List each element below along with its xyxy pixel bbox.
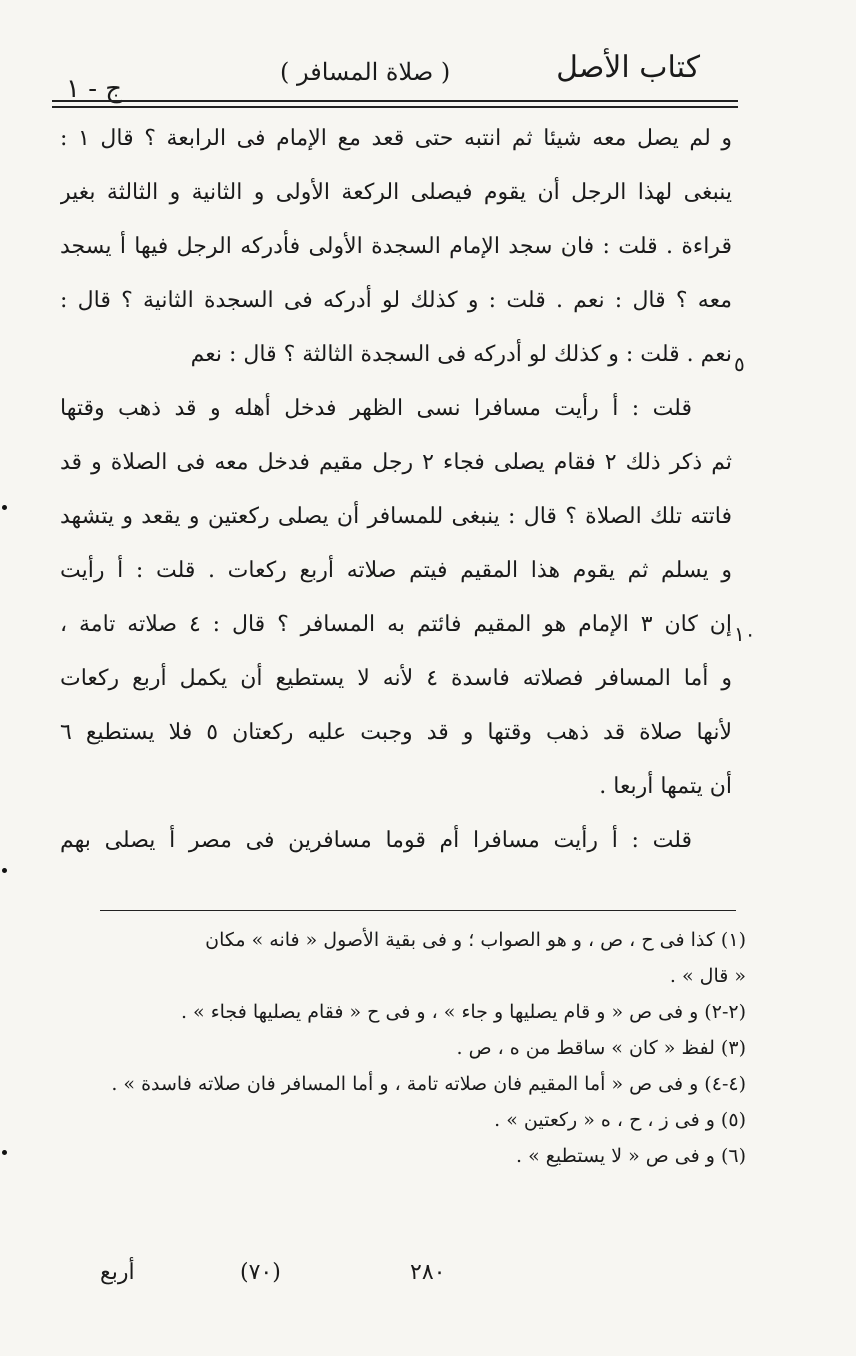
header-rule xyxy=(52,100,738,102)
line-number-5: ٥ xyxy=(734,352,745,376)
volume-number: ج - ١ xyxy=(66,74,123,104)
footnote: « قال » . xyxy=(669,965,746,987)
text-line: و لم يصل معه شيئا ثم انتبه حتى قعد مع الإمام فى الرابعة ؟ قال ١ : xyxy=(60,126,732,151)
footnotes xyxy=(86,922,746,1174)
text-line: قراءة . قلت : فان سجد الإمام السجدة الأولى فأدركه الرجل فيها أ يسجد xyxy=(60,234,732,259)
footnote: (٣) لفظ « كان » ساقط من ه ، ص . xyxy=(456,1037,746,1059)
page-footer xyxy=(100,1260,560,1300)
footnote: (١) كذا فى ح ، ص ، و هو الصواب ؛ و فى بقية الأصول « فانه » مكان xyxy=(205,929,746,951)
line-number-10: ١٠ xyxy=(734,622,756,646)
running-header xyxy=(60,40,740,104)
text-line: ينبغى لهذا الرجل أن يقوم فيصلى الركعة الأولى و الثانية و الثالثة بغير xyxy=(60,180,732,205)
text-line: فاتته تلك الصلاة ؟ قال : ينبغى للمسافر أن يصلى ركعتين و يقعد و يتشهد xyxy=(60,504,732,529)
text-line: و يسلم ثم يقوم هذا المقيم فيتم صلاته أربع ركعات . قلت : أ رأيت xyxy=(60,558,732,583)
scan-speck xyxy=(2,868,7,873)
page-number: ٢٨٠ xyxy=(410,1260,446,1285)
sheet-number: (٧٠) xyxy=(240,1260,281,1285)
text-line: معه ؟ قال : نعم . قلت : و كذلك لو أدركه فى السجدة الثانية ؟ قال : xyxy=(60,288,732,313)
footnote: (٦) و فى ص « لا يستطيع » . xyxy=(516,1145,746,1167)
footnote: (٤-٤) و فى ص « أما المقيم فان صلاته تامة ، و أما المسافر فان صلاته فاسدة » . xyxy=(111,1073,746,1095)
text-line: قلت : أ رأيت مسافرا نسى الظهر فدخل أهله و قد ذهب وقتها xyxy=(60,396,692,421)
header-rule-second xyxy=(52,106,738,108)
text-line: أن يتمها أربعا . xyxy=(599,774,732,799)
text-line: و أما المسافر فصلاته فاسدة ٤ لأنه لا يستطيع أن يكمل أربع ركعات xyxy=(60,666,732,691)
footnote: (٢-٢) و فى ص « و قام يصليها و جاء » ، و فى ح « فقام يصليها فجاء » . xyxy=(180,1001,746,1023)
text-line: نعم . قلت : و كذلك لو أدركه فى السجدة الثالثة ؟ قال : نعم xyxy=(190,342,732,367)
main-text xyxy=(60,112,732,868)
scan-speck xyxy=(2,505,7,510)
text-line: ثم ذكر ذلك ٢ فقام يصلى فجاء ٢ رجل مقيم فدخل معه فى الصلاة و قد xyxy=(60,450,732,475)
footnote-rule xyxy=(100,910,736,911)
book-title: كتاب الأصل xyxy=(556,50,700,85)
catchword: أربع xyxy=(100,1260,135,1285)
footnote: (٥) و فى ز ، ح ، ه « ركعتين » . xyxy=(494,1109,746,1131)
chapter-title: ( صلاة المسافر ) xyxy=(280,58,451,86)
text-line: لأنها صلاة قد ذهب وقتها و قد وجبت عليه ركعتان ٥ فلا يستطيع ٦ xyxy=(60,720,732,745)
scan-speck xyxy=(2,1150,7,1155)
text-line: إن كان ٣ الإمام هو المقيم فائتم به المسافر ؟ قال : ٤ صلاته تامة ، xyxy=(60,612,732,637)
text-line: قلت : أ رأيت مسافرا أم قوما مسافرين فى مصر أ يصلى بهم xyxy=(60,828,692,853)
